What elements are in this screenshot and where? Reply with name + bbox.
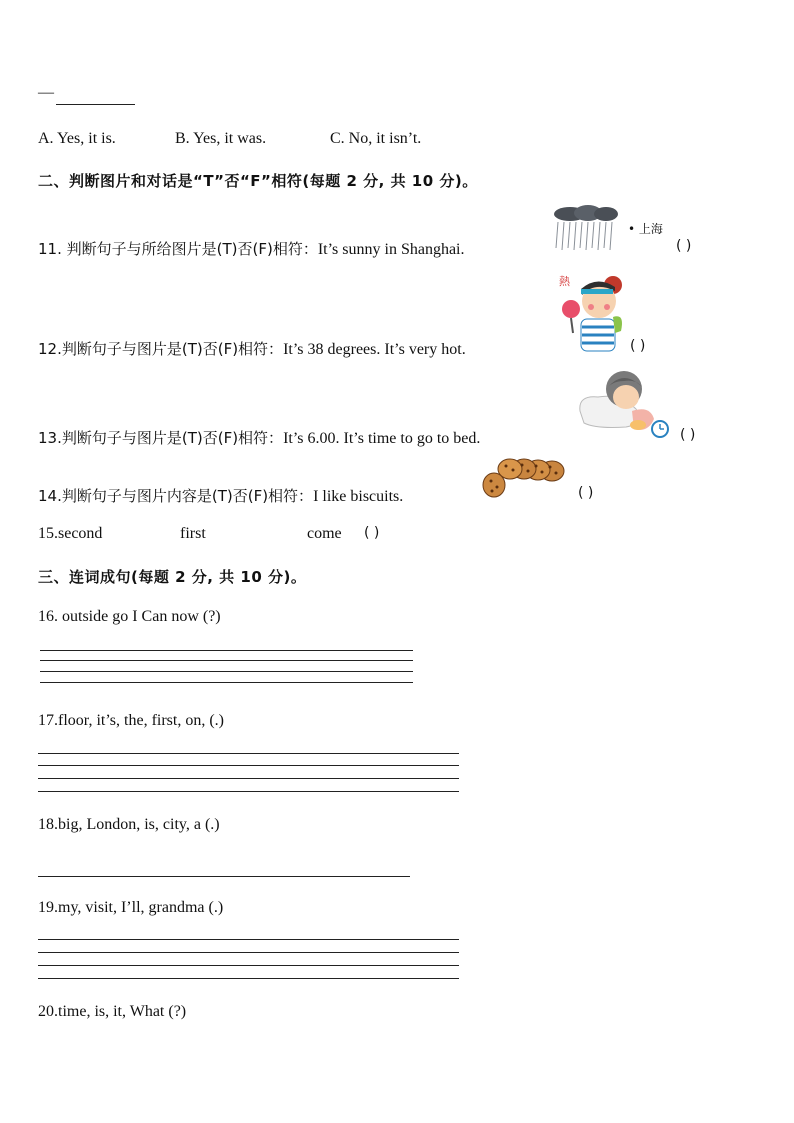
sleeping-girl-icon	[576, 367, 672, 443]
section-3-heading: 三、连词成句(每题 2 分, 共 10 分)。	[38, 568, 307, 586]
option-b: B. Yes, it was.	[175, 130, 267, 147]
question-11-answer-blank[interactable]: ( )	[676, 238, 692, 254]
shanghai-label: • 上海	[628, 222, 663, 236]
dash: —	[38, 84, 54, 101]
answer-line[interactable]	[38, 978, 459, 979]
question-12	[38, 338, 466, 359]
answer-line[interactable]	[38, 952, 459, 953]
option-a: A. Yes, it is.	[38, 130, 116, 147]
question-11-prefix: 11. 判断句子与所给图片是(T)否(F)相符：	[38, 240, 318, 258]
question-13-text: It’s 6.00. It’s time to go to bed.	[283, 430, 481, 447]
question-12-prefix: 12.判断句子与图片是(T)否(F)相符：	[38, 340, 284, 358]
answer-line[interactable]	[40, 660, 413, 661]
answer-line[interactable]	[38, 778, 459, 779]
question-13-answer-blank[interactable]: ( )	[680, 427, 696, 443]
question-12-text: It’s 38 degrees. It’s very hot.	[283, 341, 466, 358]
hot-label: 熱	[559, 275, 570, 288]
hot-person-icon	[555, 273, 625, 353]
question-11-text: It’s sunny in Shanghai.	[317, 241, 465, 258]
question-14-text: I like biscuits.	[313, 488, 404, 505]
question-19: 19.my, visit, I’ll, grandma (.)	[38, 899, 224, 916]
option-c: C. No, it isn’t.	[330, 130, 422, 147]
question-12-answer-blank[interactable]: ( )	[630, 338, 646, 354]
question-15-word-3: come	[307, 525, 342, 542]
question-17: 17.floor, it’s, the, first, on, (.)	[38, 712, 224, 729]
answer-blank-line	[56, 104, 135, 105]
answer-line[interactable]	[40, 650, 413, 651]
answer-line[interactable]	[38, 753, 459, 754]
question-15-word-1: 15.second	[38, 525, 103, 542]
question-11	[38, 238, 465, 259]
answer-line[interactable]	[38, 876, 410, 877]
question-14-prefix: 14.判断句子与图片内容是(T)否(F)相符：	[38, 487, 314, 505]
answer-line[interactable]	[40, 682, 413, 683]
question-15-answer-blank[interactable]: ( )	[364, 525, 380, 541]
answer-line[interactable]	[38, 939, 459, 940]
rain-cloud-icon	[552, 204, 622, 254]
answer-line[interactable]	[38, 791, 459, 792]
question-16: 16. outside go I Can now (?)	[38, 608, 221, 625]
answer-line[interactable]	[38, 765, 459, 766]
answer-line[interactable]	[40, 671, 413, 672]
question-15-word-2: first	[180, 525, 206, 542]
biscuits-icon	[482, 457, 566, 501]
question-14-answer-blank[interactable]: ( )	[578, 485, 594, 501]
section-2-heading: 二、判断图片和对话是“T”否“F”相符(每题 2 分, 共 10 分)。	[38, 172, 478, 190]
question-18: 18.big, London, is, city, a (.)	[38, 816, 220, 833]
question-13-prefix: 13.判断句子与图片是(T)否(F)相符：	[38, 429, 284, 447]
question-20: 20.time, is, it, What (?)	[38, 1003, 187, 1020]
question-13	[38, 427, 480, 448]
question-14	[38, 485, 403, 506]
answer-line[interactable]	[38, 965, 459, 966]
